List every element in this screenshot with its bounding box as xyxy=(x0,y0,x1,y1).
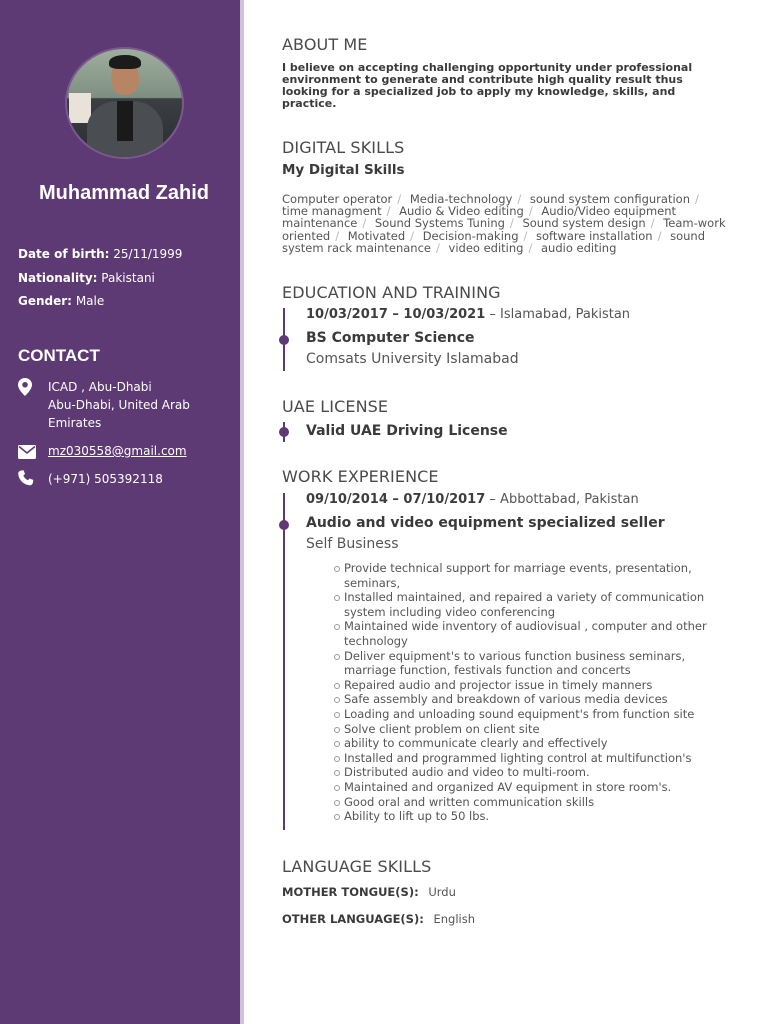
work-title: WORK EXPERIENCE xyxy=(282,467,439,486)
license-dot xyxy=(279,427,289,437)
envelope-icon xyxy=(18,442,48,464)
skill-separator: / xyxy=(386,204,391,219)
education-dates: 10/03/2017 – 10/03/2021 – Islamabad, Pakistan xyxy=(306,307,631,322)
duty-item: Installed and programmed lighting control at multifunction's xyxy=(332,751,732,766)
skill-separator: / xyxy=(335,228,340,243)
skill-separator: / xyxy=(410,228,415,243)
duty-item: Ability to lift up to 50 lbs. xyxy=(332,809,732,824)
skill-separator: / xyxy=(517,192,522,206)
skill-separator: / xyxy=(362,216,367,231)
duty-item: ability to communicate clearly and effectively xyxy=(332,736,732,751)
contact-phone xyxy=(18,470,163,491)
license-title: UAE LICENSE xyxy=(282,397,389,416)
profile-name: Muhammad Zahid xyxy=(38,182,209,204)
duty-item: Distributed audio and video to multi-room. xyxy=(332,765,732,780)
nationality-value: Pakistani xyxy=(101,271,155,285)
contact-email xyxy=(18,442,187,464)
location-pin-icon xyxy=(18,378,48,401)
skill-item: Sound Systems Tuning xyxy=(374,216,505,231)
duty-item: Installed maintained, and repaired a variety of communication system including video conferencing xyxy=(332,590,732,619)
phone-icon xyxy=(18,470,48,491)
nationality-row: Nationality: Pakistani xyxy=(18,271,155,285)
skill-separator: / xyxy=(523,228,528,243)
skill-item: Audio/Video equipment maintenance xyxy=(282,204,677,231)
work-timeline xyxy=(283,493,285,830)
other-language-value: English xyxy=(433,912,476,926)
license-item: Valid UAE Driving License xyxy=(306,423,508,439)
duty-item: Safe assembly and breakdown of various media devices xyxy=(332,692,732,707)
work-role: Audio and video equipment specialized seller xyxy=(306,515,665,531)
skill-separator: / xyxy=(435,240,440,255)
mother-tongue-value: Urdu xyxy=(428,885,456,899)
skill-separator: / xyxy=(528,240,533,255)
mother-tongue-row: MOTHER TONGUE(S): Urdu xyxy=(282,885,456,899)
duty-item: Deliver equipment's to various function business seminars, marriage function, festivals function and concerts xyxy=(332,649,732,678)
skill-separator: / xyxy=(528,204,533,219)
skill-separator: / xyxy=(650,216,655,231)
skill-item: Media-technology xyxy=(409,192,513,206)
skill-item: Audio & Video editing xyxy=(399,204,524,219)
duty-item: Good oral and written communication skills xyxy=(332,795,732,810)
language-title: LANGUAGE SKILLS xyxy=(282,857,432,876)
sidebar-divider xyxy=(240,0,244,1024)
skill-item: time managment xyxy=(282,204,382,219)
skill-item: Decision-making xyxy=(422,228,519,243)
skill-item: sound system rack maintenance xyxy=(282,228,706,255)
email-link[interactable]: mz030558@gmail.com xyxy=(48,444,187,458)
work-duties-list xyxy=(332,561,732,824)
skill-item: Motivated xyxy=(347,228,406,243)
duty-item: Maintained and organized AV equipment in store room's. xyxy=(332,780,732,795)
skill-separator: / xyxy=(694,192,699,206)
other-language-row: OTHER LANGUAGE(S): English xyxy=(282,912,476,926)
sidebar xyxy=(0,0,240,1024)
duty-item: Provide technical support for marriage events, presentation, seminars, xyxy=(332,561,732,590)
contact-address: ICAD , Abu-Dhabi Abu-Dhabi, United Arab Emirates xyxy=(18,378,190,432)
digital-skills-subtitle: My Digital Skills xyxy=(282,162,405,178)
education-school: Comsats University Islamabad xyxy=(306,351,519,367)
skill-item: Computer operator xyxy=(282,192,393,206)
dob-row: Date of birth: 25/11/1999 xyxy=(18,247,183,261)
gender-value: Male xyxy=(75,294,105,308)
digital-skills-title: DIGITAL SKILLS xyxy=(282,138,405,157)
contact-title: CONTACT xyxy=(18,346,100,365)
duty-item: Loading and unloading sound equipment's from function site xyxy=(332,707,732,722)
about-title: ABOUT ME xyxy=(282,35,368,54)
work-dot xyxy=(279,520,289,530)
dob-value: 25/11/1999 xyxy=(113,247,183,261)
gender-row: Gender: Male xyxy=(18,294,105,308)
duty-item: Repaired audio and projector issue in timely manners xyxy=(332,678,732,693)
work-employer: Self Business xyxy=(306,536,399,552)
skill-item: video editing xyxy=(448,240,524,255)
avatar xyxy=(65,47,184,159)
education-dot xyxy=(279,335,289,345)
duty-item: Maintained wide inventory of audiovisual , computer and other technology xyxy=(332,619,732,648)
about-text: I believe on accepting challenging opportunity under professional environment to generate and contribute high quality result thus looking for a specialized job to apply my knowledge, skills, and practice. xyxy=(282,61,693,110)
education-degree: BS Computer Science xyxy=(306,330,475,346)
skill-item: sound system configuration xyxy=(529,192,690,206)
education-title: EDUCATION AND TRAINING xyxy=(282,283,501,302)
skill-item: Sound system design xyxy=(522,216,646,231)
duty-item: Solve client problem on client site xyxy=(332,722,732,737)
skill-item: software installation xyxy=(536,228,653,243)
skill-item: Team-work oriented xyxy=(282,216,726,243)
skill-separator: / xyxy=(657,228,662,243)
digital-skills-list xyxy=(282,193,727,254)
skill-item: audio editing xyxy=(540,240,617,255)
phone-value: (+971) 505392118 xyxy=(48,472,163,486)
skill-separator: / xyxy=(509,216,514,231)
skill-separator: / xyxy=(397,192,402,206)
work-dates: 09/10/2014 – 07/10/2017 – Abbottabad, Pakistan xyxy=(306,492,639,507)
